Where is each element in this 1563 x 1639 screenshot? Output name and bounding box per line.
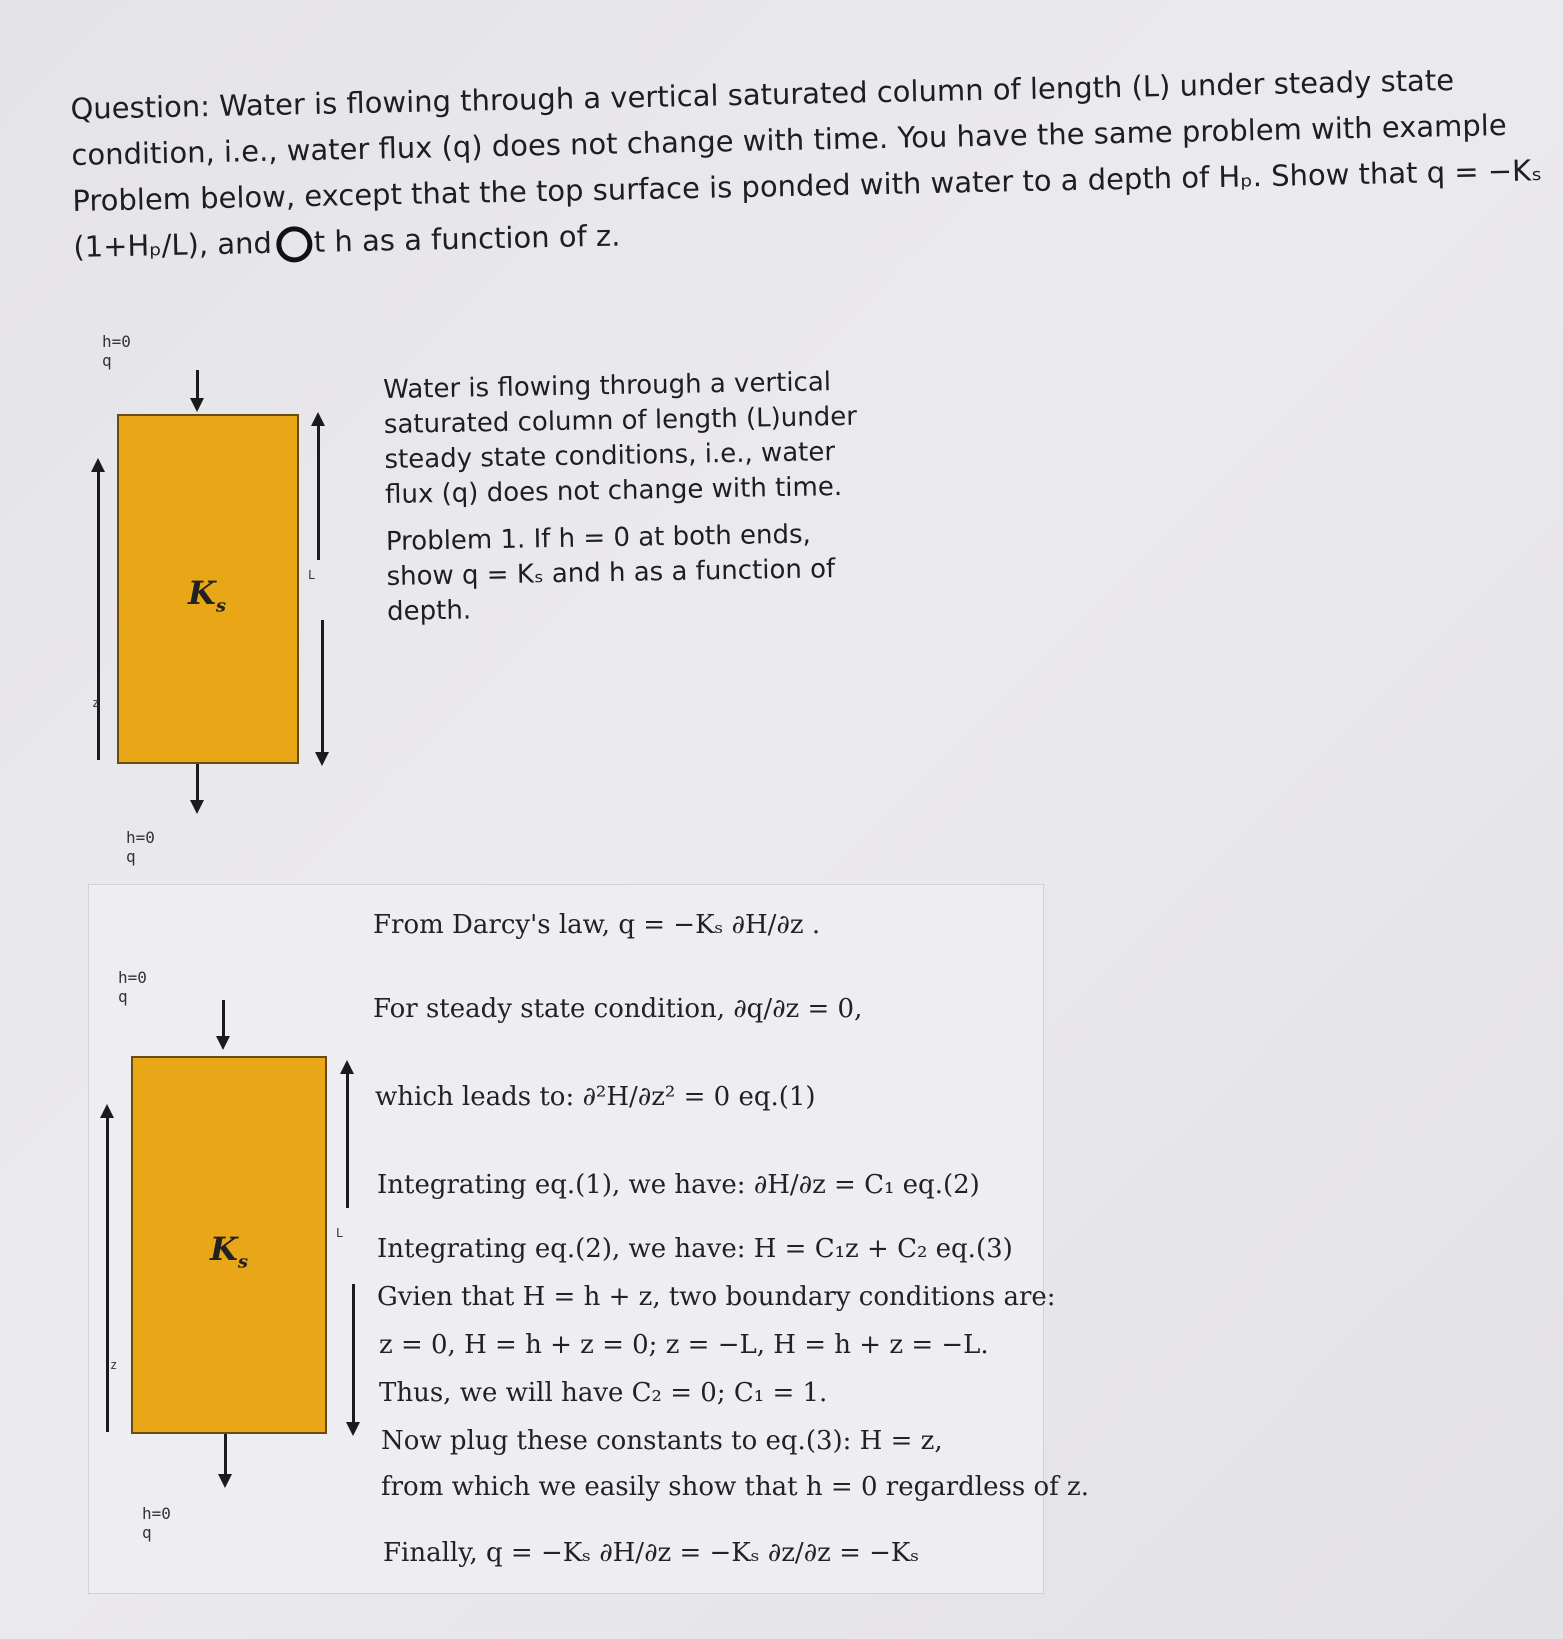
question-line-4b: t h as a function of z. [313, 218, 621, 259]
question-line-2: condition, i.e., water flux (q) does not change with time. You have the same problem with example [71, 107, 1507, 172]
figure2-l-label: L [336, 1226, 344, 1240]
solution-line-8: Thus, we will have C₂ = 0; C₁ = 1. [379, 1378, 828, 1408]
question-text [70, 56, 1543, 270]
figure1-bottom-label: h=0 q [126, 828, 155, 866]
figure2-outflow-arrow-icon [218, 1474, 232, 1488]
solution-line-4: Integrating eq.(1), we have: ∂H/∂z = C₁ eq.(2) [377, 1170, 980, 1200]
question-line-1: Question: Water is flowing through a vertical saturated column of length (L) under steady state [70, 63, 1455, 126]
figure2-z-axis [106, 1116, 109, 1432]
figure2-inflow-arrow-shaft [222, 1000, 225, 1038]
solution-line-11: Finally, q = −Kₛ ∂H/∂z = −Kₛ ∂z/∂z = −Kₛ [383, 1538, 920, 1568]
figure1-top-label: h=0 q [102, 332, 131, 370]
figure2-l-arrow-down-icon [346, 1422, 360, 1436]
figure1-outflow-arrow-icon [190, 800, 204, 814]
figure1-l-arrow-down-icon [315, 752, 329, 766]
figure1-outflow-arrow-shaft [196, 764, 199, 804]
figure1-ks-label: $K_s$ [188, 574, 226, 617]
figure2-z-label: z [110, 1358, 118, 1372]
figure2-l-line-bottom [352, 1284, 355, 1424]
question-line-4a: (1+Hₚ/L), and [73, 225, 273, 264]
figure1-l-line-top [317, 424, 320, 560]
solution-line-3: which leads to: ∂²H/∂z² = 0 eq.(1) [375, 1082, 816, 1112]
solution-line-5: Integrating eq.(2), we have: H = C₁z + C₂ eq.(3) [377, 1234, 1013, 1264]
solution-line-7: z = 0, H = h + z = 0; z = −L, H = h + z = −L. [379, 1330, 989, 1360]
circle-mark-icon [276, 226, 313, 263]
figure1-z-label: z [92, 696, 100, 710]
figure2-outflow-arrow-shaft [224, 1434, 227, 1476]
figure1-z-axis [97, 470, 100, 760]
solution-line-6: Gvien that H = h + z, two boundary conditions are: [377, 1282, 1056, 1312]
figure1-l-label: L [308, 568, 316, 582]
figure2-bottom-label: h=0 q [142, 1504, 171, 1542]
question-line-3: Problem below, except that the top surface is ponded with water to a depth of Hₚ. Show that q = −Kₛ [72, 153, 1543, 218]
figure2-l-line-top [346, 1072, 349, 1208]
description-paragraph-2: Problem 1. If h = 0 at both ends, show q = Kₛ and h as a function of depth. [385, 519, 836, 627]
figure2-top-label: h=0 q [118, 968, 147, 1006]
solution-line-2: For steady state condition, ∂q/∂z = 0, [373, 994, 863, 1024]
figure2-ks-label: $K_s$ [210, 1230, 248, 1273]
solution-line-1: From Darcy's law, q = −Kₛ ∂H/∂z . [373, 910, 821, 940]
figure1-l-line-bottom [321, 620, 324, 754]
solution-line-9: Now plug these constants to eq.(3): H = z, [381, 1426, 943, 1456]
description-paragraph-1: Water is flowing through a vertical saturated column of length (L)under steady state conditions, i.e., water flux (q) does not change with time. [383, 367, 858, 510]
figure2-inflow-arrow-icon [216, 1036, 230, 1050]
solution-line-10: from which we easily show that h = 0 regardless of z. [381, 1472, 1089, 1502]
figure1-inflow-arrow-icon [190, 398, 204, 412]
problem-description [383, 364, 888, 642]
